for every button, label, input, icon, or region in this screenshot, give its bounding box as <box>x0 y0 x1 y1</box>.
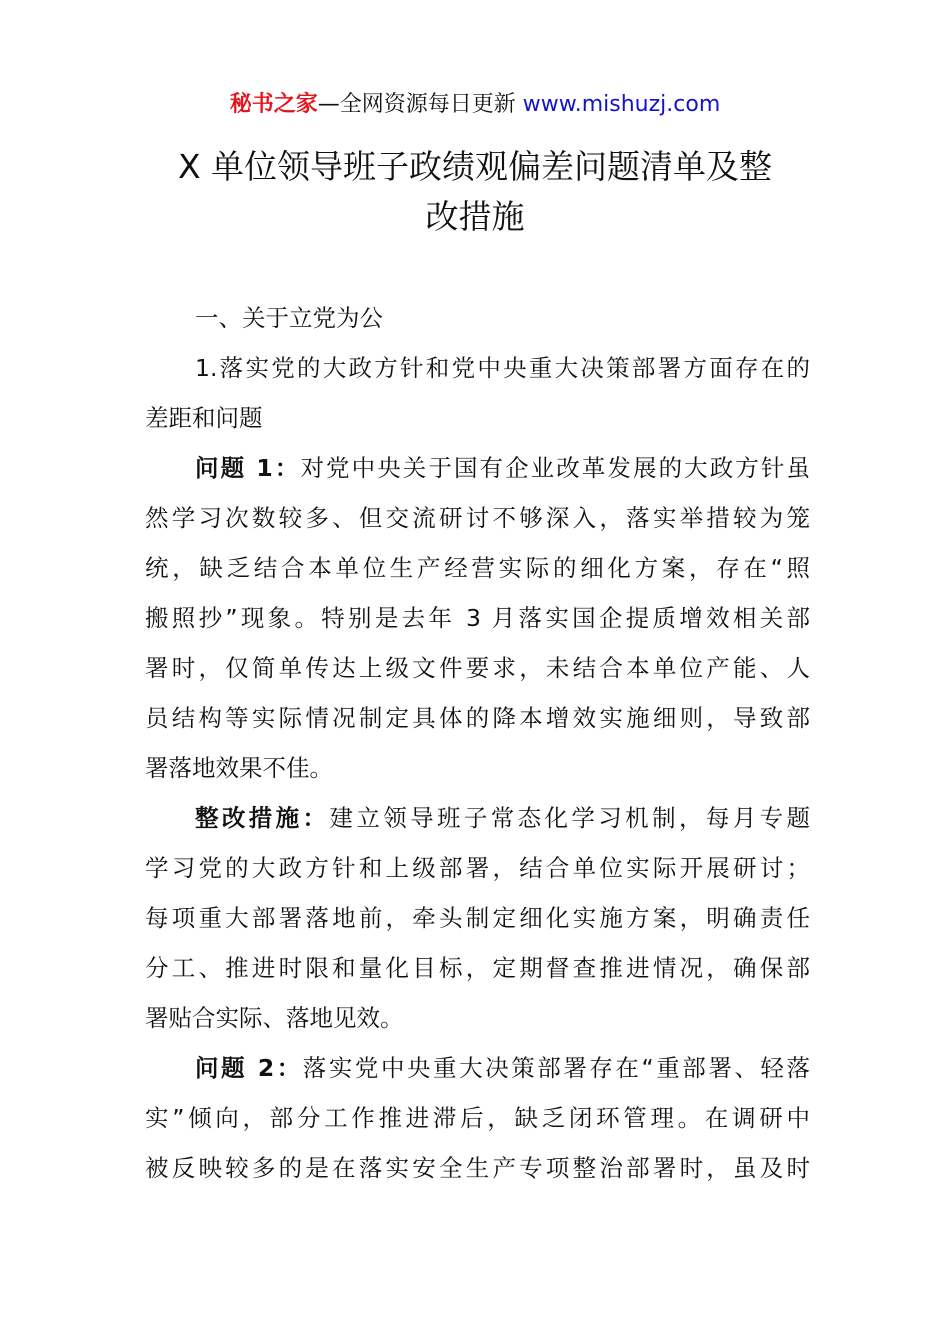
subheading-line-2: 差距和问题 <box>145 404 263 432</box>
measure-1-line: 署贴合实际、落地见效。 <box>145 1004 404 1032</box>
problem-2-line: 实”倾向，部分工作推进滞后，缺乏闭环管理。在调研中 <box>145 1104 810 1132</box>
problem-1-label: 问题 1： <box>195 454 301 482</box>
problem-2-label: 问题 2： <box>195 1054 303 1082</box>
banner-slogan: —全网资源每日更新 <box>317 92 523 117</box>
measure-1-line: 分工、推进时限和量化目标，定期督查推进情况，确保部 <box>145 954 810 982</box>
document-body <box>145 293 810 1193</box>
site-url-link[interactable]: www.mishuzj.com <box>522 92 721 117</box>
title-line-1: X 单位领导班子政绩观偏差问题清单及整 <box>177 147 773 186</box>
problem-1-line: 搬照抄”现象。特别是去年 3 月落实国企提质增效相关部 <box>145 604 810 632</box>
measure-1-label: 整改措施： <box>195 804 330 832</box>
problem-1-line: 统，缺乏结合本单位生产经营实际的细化方案，存在“照 <box>145 554 810 582</box>
title-line-2: 改措施 <box>425 197 525 236</box>
measure-1-line-1 <box>145 793 810 843</box>
problem-2-text: 落实党中央重大决策部署存在“重部署、轻落 <box>302 1054 810 1082</box>
problem-2-line: 被反映较多的是在落实安全生产专项整治部署时，虽及时 <box>145 1154 810 1182</box>
problem-1-line: 署落地效果不佳。 <box>145 754 333 782</box>
problem-2-line-1 <box>145 1043 810 1093</box>
problem-1-line: 员结构等实际情况制定具体的降本增效实施细则，导致部 <box>145 704 810 732</box>
brand-name: 秘书之家 <box>229 92 318 117</box>
problem-1-text: 对党中央关于国有企业改革发展的大政方针虽 <box>300 454 810 482</box>
section-heading: 一、关于立党为公 <box>195 304 383 332</box>
document-title <box>140 142 810 242</box>
measure-1-line: 每项重大部署落地前，牵头制定细化实施方案，明确责任 <box>145 904 810 932</box>
subheading-line-1: 1.落实党的大政方针和党中央重大决策部署方面存在的 <box>195 354 810 382</box>
measure-1-text: 建立领导班子常态化学习机制，每月专题 <box>329 804 811 832</box>
site-banner <box>0 88 950 122</box>
problem-1-line: 署时，仅简单传达上级文件要求，未结合本单位产能、人 <box>145 654 810 682</box>
measure-1-line: 学习党的大政方针和上级部署，结合单位实际开展研讨； <box>145 854 810 882</box>
problem-1-line: 然学习次数较多、但交流研讨不够深入，落实举措较为笼 <box>145 504 810 532</box>
problem-1-line-1 <box>145 443 810 493</box>
